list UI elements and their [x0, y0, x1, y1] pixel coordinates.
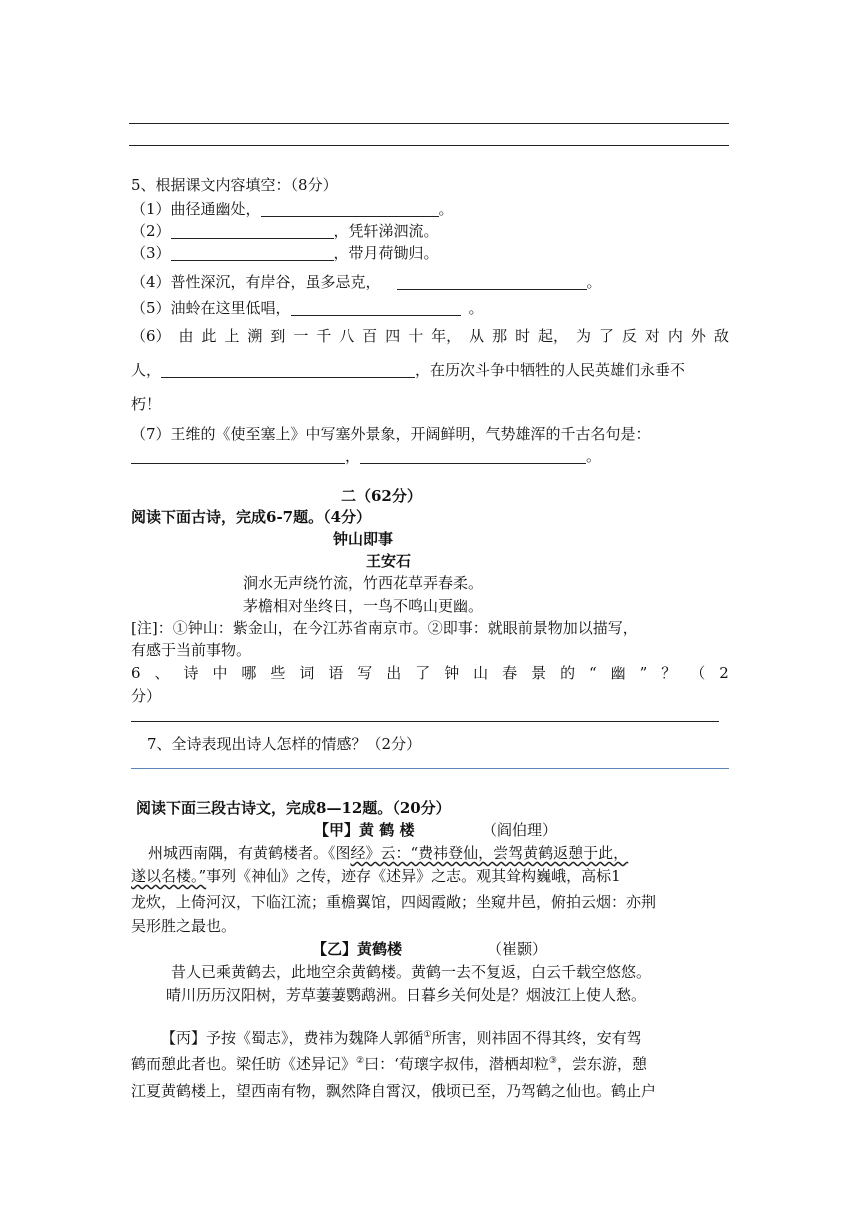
- fill-blank[interactable]: [131, 447, 345, 464]
- yi-line-1: 昔人已乘黄鹤去，此地空余黄鹤楼。黄鹤一去不复返，白云千载空悠悠。: [171, 963, 652, 981]
- poem-note-line-2: 有感于当前事物。: [131, 641, 252, 659]
- char: 诗: [183, 664, 199, 682]
- char: 千: [316, 327, 332, 345]
- char: 那: [492, 327, 508, 345]
- bing-text: 所害，则祎固不得其终，安有驾: [431, 1029, 642, 1047]
- q5-item-6-text: ，在历次斗争中牺牲的人民英雄们永垂不: [415, 361, 686, 379]
- char: 写: [357, 664, 373, 682]
- char: 钟: [444, 664, 460, 682]
- q5-item-1: [131, 199, 454, 219]
- char: 到: [270, 327, 286, 345]
- char: 反: [621, 327, 637, 345]
- separator: ，: [345, 447, 361, 465]
- q5-item-3: [131, 243, 439, 263]
- q5-item-7-end: 。: [586, 447, 602, 465]
- char: 出: [386, 664, 402, 682]
- fill-blank[interactable]: [261, 200, 439, 217]
- jia-title: 【甲】黄 鹤 楼: [314, 821, 415, 839]
- footnote-marker: ②: [356, 1056, 365, 1066]
- poem-title: 钟山即事: [333, 530, 394, 548]
- char: 一: [293, 327, 309, 345]
- answer-line: [131, 721, 719, 722]
- bing-text: ，尝东游，憩: [556, 1055, 647, 1073]
- bing-line-1: [161, 1028, 642, 1048]
- jia-line-3: 龙炊，上倚河汉，下临江流；重檐翼馆，四闼霞敞；坐窥井邑，俯拍云烟：亦荆: [131, 893, 657, 911]
- jia-line-2: [131, 866, 621, 886]
- jia-line-1: [148, 843, 628, 863]
- poem-line-2: 茅檐相对坐终日，一鸟不鸣山更幽。: [243, 597, 484, 615]
- char: “: [589, 664, 597, 682]
- char: 为: [576, 327, 592, 345]
- q5-item-4-end: 。: [586, 273, 602, 291]
- fill-blank[interactable]: [161, 361, 415, 378]
- q5-item-1-end: 。: [438, 200, 454, 218]
- char: （: [690, 664, 706, 682]
- bing-text: 曰：‘荀瓌字叔伟，潜栖却粒: [364, 1055, 549, 1073]
- bing-line-3: 江夏黄鹤楼上，望西南有物，飘然降自霄汉，俄顷已至，乃驾鹤之仙也。鹤止户: [131, 1082, 657, 1100]
- q5-header: 5、根据课文内容填空：（8分）: [131, 176, 338, 194]
- char: 四: [385, 327, 401, 345]
- char: 内: [667, 327, 683, 345]
- section-2-instruction: 阅读下面古诗，完成6-7题。（4分）: [131, 508, 372, 526]
- char: 景: [531, 664, 547, 682]
- char: 春: [502, 664, 518, 682]
- q5-item-4: [131, 272, 602, 292]
- q5-item-1-text: （1）曲径通幽处，: [131, 200, 261, 218]
- q5-item-6-line-2: [131, 360, 685, 380]
- q7-question: 7、全诗表现出诗人怎样的情感？（2分）: [147, 735, 422, 753]
- jia-text: 事列《神仙》之传，迹存《述异》之志。观其耸构巍峨，高标1: [206, 867, 621, 885]
- poem-line-1: 涧水无声绕竹流，竹西花草弄春柔。: [243, 574, 484, 592]
- jia-author: （阎伯理）: [482, 821, 558, 839]
- char: （6）: [131, 327, 171, 345]
- q5-item-3-text: ，带月荷锄归。: [333, 244, 439, 262]
- jia-underlined-text: 经》云：“费祎登仙，尝驾黄鹤返憩于此，: [350, 844, 629, 862]
- yi-line-2: 晴川历历汉阳树，芳草萋萋鹦鹉洲。日暮乡关何处是？烟波江上使人愁。: [166, 986, 647, 1004]
- jia-text: 州城西南隅，有黄鹤楼者。《图: [148, 844, 351, 862]
- char: ？: [661, 664, 677, 682]
- char: 起，: [538, 327, 569, 345]
- fill-blank[interactable]: [171, 222, 334, 239]
- answer-line: [129, 123, 729, 124]
- bing-text: 【丙】予按《蜀志》，费祎为魏降人郭循: [161, 1029, 424, 1047]
- yi-author: （崔颢）: [487, 940, 548, 958]
- char: 、: [154, 664, 170, 682]
- char: 些: [270, 664, 286, 682]
- fill-blank[interactable]: [397, 273, 587, 290]
- poem-author: 王安石: [366, 552, 412, 570]
- char: 对: [644, 327, 660, 345]
- bing-line-2: [131, 1054, 647, 1074]
- bing-text: 鹤而憩此者也。梁任昉《述异记》: [131, 1055, 357, 1073]
- char: 2: [719, 664, 729, 682]
- char: 外: [690, 327, 706, 345]
- char: 山: [473, 664, 489, 682]
- char: 时: [515, 327, 531, 345]
- footnote-marker: ③: [548, 1056, 557, 1066]
- q5-item-6-line-1: [131, 326, 729, 346]
- char: 词: [299, 664, 315, 682]
- q6-line-2: 分）: [131, 687, 162, 705]
- q5-item-5-end: 。: [468, 299, 484, 317]
- q5-item-5-text: （5）油蛉在这里低唱，: [131, 299, 291, 317]
- char: 6: [131, 664, 141, 682]
- char: 溯: [247, 327, 263, 345]
- q5-item-6-line-3: 朽！: [131, 395, 162, 413]
- char: 了: [415, 664, 431, 682]
- char: 了: [598, 327, 614, 345]
- answer-line: [131, 768, 729, 769]
- q5-item-4-text: （4）普性深沉，有岸谷，虽多忌克，: [131, 273, 381, 291]
- fill-blank[interactable]: [171, 244, 334, 261]
- section-3-instruction: 阅读下面三段古诗文，完成8—12题。（20分）: [136, 799, 451, 817]
- char: 十: [408, 327, 424, 345]
- q5-item-7-line-1: （7）王维的《使至塞上》中写塞外景象，开阔鲜明，气势雄浑的千古名句是：: [131, 425, 651, 443]
- char: 幽: [610, 664, 626, 682]
- q6-line-1: [131, 663, 729, 683]
- answer-line: [129, 145, 729, 146]
- q5-item-7-line-2: [131, 446, 601, 466]
- char: ”: [639, 664, 648, 682]
- q5-item-2-text: ，凭轩涕泗流。: [333, 222, 439, 240]
- char: 年，: [431, 327, 462, 345]
- q5-item-2: [131, 221, 439, 241]
- footnote-marker: ①: [423, 1030, 432, 1040]
- char: 八: [339, 327, 355, 345]
- fill-blank[interactable]: [291, 299, 461, 316]
- q5-item-3-num: （3）: [131, 244, 171, 262]
- char: 的: [560, 664, 576, 682]
- q5-item-6-text: 人，: [131, 361, 162, 379]
- jia-line-4: 吴形胜之最也。: [131, 917, 237, 935]
- char: 由: [178, 327, 194, 345]
- fill-blank[interactable]: [360, 447, 586, 464]
- poem-note-line-1: [注]：①钟山：紫金山，在今江苏省南京市。②即事：就眼前景物加以描写，: [131, 619, 638, 637]
- char: 敌: [713, 327, 729, 345]
- char: 语: [328, 664, 344, 682]
- q5-item-5: [131, 298, 484, 318]
- jia-underlined-text: 遂以名楼。”: [131, 867, 207, 885]
- yi-title: 【乙】黄鹤楼: [312, 940, 403, 958]
- char: 此: [201, 327, 217, 345]
- q5-item-2-num: （2）: [131, 222, 171, 240]
- char: 哪: [241, 664, 257, 682]
- char: 从: [469, 327, 485, 345]
- char: 百: [362, 327, 378, 345]
- char: 中: [212, 664, 228, 682]
- section-2-title: 二（62分）: [341, 487, 422, 505]
- char: 上: [224, 327, 240, 345]
